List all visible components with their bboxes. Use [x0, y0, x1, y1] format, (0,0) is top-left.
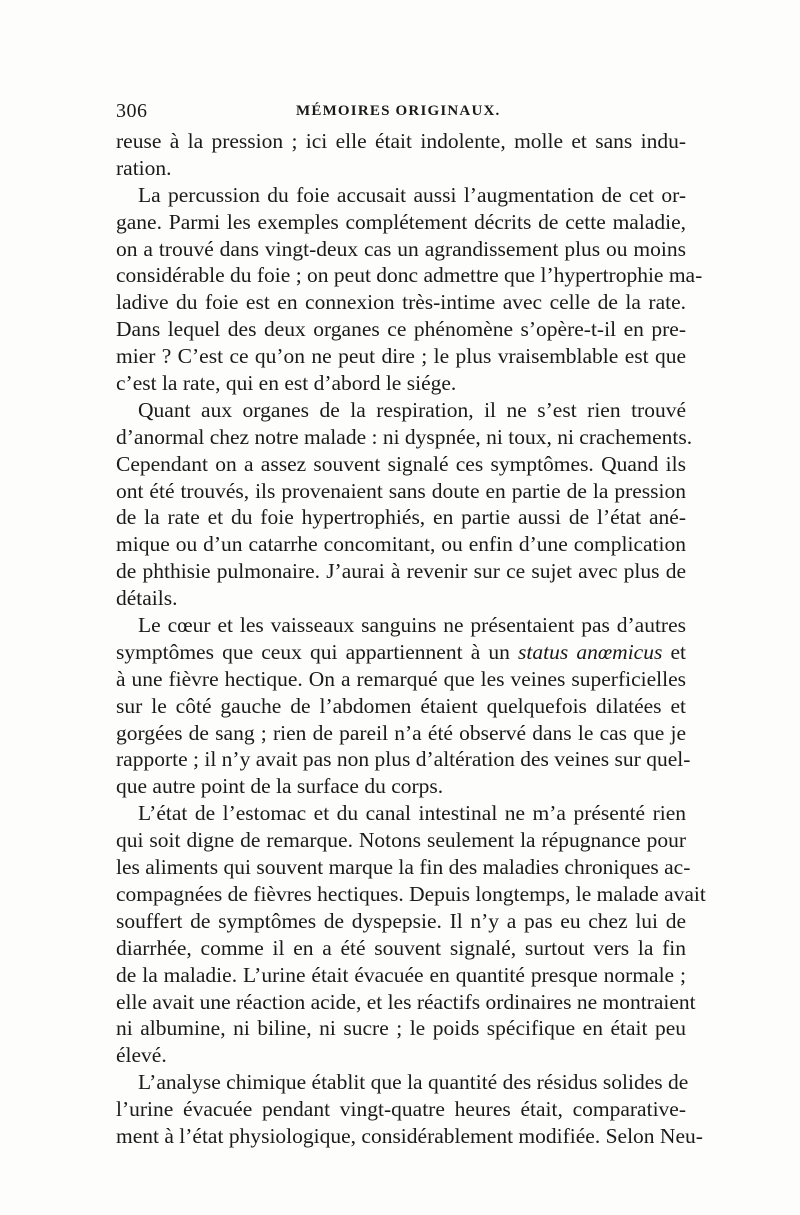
- text-line: diarrhée, comme il en a été souvent signalé, surtout vers la fin: [116, 935, 686, 960]
- text-line: elle avait une réaction acide, et les réactifs ordinaires ne montraient: [116, 989, 696, 1014]
- text-line: [116, 639, 686, 666]
- text-line: mier ? C’est ce qu’on ne peut dire ; le plus vraisemblable est que: [116, 344, 686, 369]
- text-line: considérable du foie ; on peut donc admettre que l’hypertrophie ma-: [116, 263, 703, 288]
- text-line: de la maladie. L’urine était évacuée en quantité presque normale ;: [116, 962, 686, 987]
- text-line: les aliments qui souvent marque la fin des maladies chroniques ac-: [116, 855, 691, 880]
- text-line: compagnées de fièvres hectiques. Depuis longtemps, le malade avait: [116, 881, 706, 906]
- text-line: à une fièvre hectique. On a remarqué que les veines superficielles: [116, 666, 686, 691]
- text-line: on a trouvé dans vingt-deux cas un agrandissement plus ou moins: [116, 236, 686, 261]
- text-line: sur le côté gauche de l’abdomen étaient quelquefois dilatées et: [116, 693, 686, 718]
- text-segment: et: [662, 639, 686, 664]
- text-line: L’état de l’estomac et du canal intestinal ne m’a présenté rien: [138, 801, 686, 826]
- text-line: rapporte ; il n’y avait pas non plus d’altération des veines sur quel-: [116, 747, 691, 772]
- text-line: gane. Parmi les exemples complétement décrits de cette maladie,: [116, 209, 686, 234]
- text-line: c’est la rate, qui en est d’abord le siége.: [116, 371, 457, 396]
- text-line: ladive du foie est en connexion très-intime avec celle de la rate.: [116, 290, 686, 315]
- page-number: 306: [116, 100, 148, 122]
- text-line: gorgées de sang ; rien de pareil n’a été observé dans le cas que je: [116, 720, 686, 745]
- text-line: de la rate et du foie hypertrophiés, en partie aussi de l’état ané-: [116, 505, 686, 530]
- text-line: de phthisie pulmonaire. J’aurai à revenir sur ce sujet avec plus de: [116, 559, 686, 584]
- text-line: élevé.: [116, 1043, 167, 1068]
- text-line: ment à l’état physiologique, considérablement modifiée. Selon Neu-: [116, 1123, 703, 1148]
- text-line: Le cœur et les vaisseaux sanguins ne présentaient pas d’autres: [138, 613, 686, 638]
- text-line: La percussion du foie accusait aussi l’augmentation de cet or-: [138, 182, 686, 207]
- running-head: MÉMOIRES ORIGINAUX.: [296, 103, 501, 119]
- text-line: mique ou d’un catarrhe concomitant, ou enfin d’une complication: [116, 532, 686, 557]
- text-line: ration.: [116, 155, 172, 180]
- text-line: L’analyse chimique établit que la quantité des résidus solides de: [138, 1070, 689, 1095]
- text-line: ont été trouvés, ils provenaient sans doute en partie de la pression: [116, 478, 686, 503]
- text-segment: symptômes que ceux qui appartiennent à un: [116, 639, 519, 664]
- text-line: détails.: [116, 586, 178, 611]
- body-text: [116, 128, 706, 1150]
- page-header: [116, 96, 686, 128]
- text-line: reuse à la pression ; ici elle était indolente, molle et sans indu-: [116, 129, 686, 153]
- text-line: qui soit digne de remarque. Notons seulement la répugnance pour: [116, 828, 686, 853]
- text-line: Quant aux organes de la respiration, il ne s’est rien trouvé: [138, 397, 686, 422]
- text-line: Cependant on a assez souvent signalé ces symptômes. Quand ils: [116, 451, 686, 476]
- text-line: l’urine évacuée pendant vingt-quatre heures était, comparative-: [116, 1097, 686, 1122]
- text-line: que autre point de la surface du corps.: [116, 774, 444, 799]
- text-line: d’anormal chez notre malade : ni dyspnée, ni toux, ni crachements.: [116, 424, 693, 449]
- text-line: Dans lequel des deux organes ce phénomène s’opère-t-il en pre-: [116, 317, 686, 342]
- text-line: ni albumine, ni biline, ni sucre ; le poids spécifique en était peu: [116, 1016, 686, 1041]
- text-line: souffert de symptômes de dyspepsie. Il n’y a pas eu chez lui de: [116, 908, 686, 933]
- italic-term: status anœmicus: [518, 639, 663, 664]
